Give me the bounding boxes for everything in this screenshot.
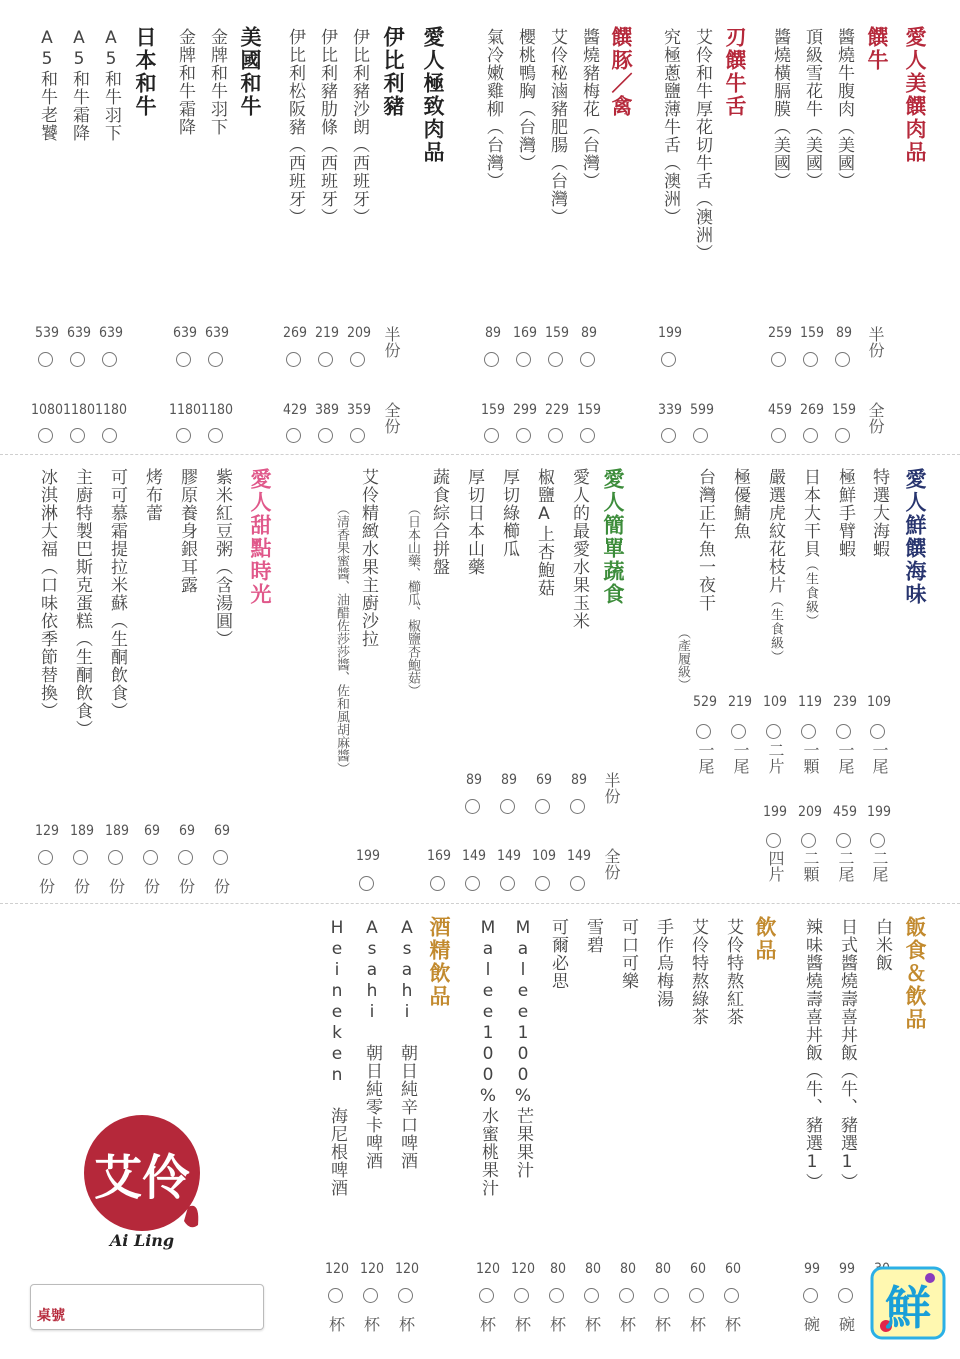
price: 120: [394, 1261, 420, 1277]
order-checkbox-full[interactable]: [70, 428, 85, 443]
table-number-label: 桌號: [37, 1308, 65, 1324]
unit-label: 份: [178, 877, 195, 896]
order-checkbox[interactable]: [731, 724, 746, 739]
order-checkbox[interactable]: [654, 1288, 669, 1303]
price: 60: [689, 1261, 707, 1277]
price: 120: [359, 1261, 385, 1277]
menu-item-name: 日本大干貝（生食級）: [800, 468, 820, 628]
dessert-section-title: 愛人甜點時光: [248, 468, 272, 606]
menu-item-name: 艾伶精緻水果主廚沙拉: [358, 468, 378, 648]
beef-section-title: 愛人美饌肉品: [903, 26, 927, 164]
menu-item-name: Heineken 海尼根啤酒: [327, 918, 347, 1197]
menu-item-name: 究極蔥鹽薄牛舌（澳洲）: [660, 28, 680, 226]
price-full: 159: [576, 402, 602, 418]
tongue-subtitle: 刃饌牛舌: [723, 26, 747, 118]
price-full: 149: [566, 848, 592, 864]
order-checkbox-full[interactable]: [286, 428, 301, 443]
order-checkbox[interactable]: [870, 833, 885, 848]
full-portion-label: 全份: [382, 402, 401, 434]
order-checkbox-half[interactable]: [803, 352, 818, 367]
price-half: 639: [172, 325, 198, 341]
full-portion-label: 全份: [866, 402, 885, 434]
order-checkbox-half[interactable]: [835, 352, 850, 367]
unit-label: 碗: [803, 1315, 820, 1334]
price: 129: [34, 823, 60, 839]
price: 459: [832, 804, 858, 820]
price: 120: [510, 1261, 536, 1277]
menu-item-name: 厚切日本山藥: [464, 468, 484, 576]
menu-item-name: 金牌和牛羽下: [207, 28, 227, 136]
menu-item-name: 嚴選虎紋花枝片（生食級）: [765, 468, 785, 664]
unit-label: 一尾: [870, 742, 889, 774]
price-half: 89: [570, 772, 588, 788]
menu-item-name: A5和牛霜降: [69, 28, 89, 142]
order-checkbox-full[interactable]: [102, 428, 117, 443]
unit-label: 杯: [654, 1315, 671, 1334]
order-checkbox[interactable]: [836, 833, 851, 848]
order-checkbox-half[interactable]: [465, 799, 480, 814]
menu-item-name: 伊比利豬沙朗（西班牙）: [349, 28, 369, 226]
menu-item-name: A5和牛老饕: [37, 28, 57, 142]
order-checkbox-full[interactable]: [803, 428, 818, 443]
unit-label: 二顆: [801, 850, 820, 882]
menu-item-name: 烤布蕾: [142, 468, 162, 522]
menu-item-name: A5和牛羽下: [101, 28, 121, 142]
unit-label: 二尾: [870, 850, 889, 882]
order-checkbox[interactable]: [801, 724, 816, 739]
order-checkbox[interactable]: [696, 724, 711, 739]
order-checkbox[interactable]: [108, 850, 123, 865]
price-half: 209: [346, 325, 372, 341]
price-full: 149: [461, 848, 487, 864]
unit-label: 一顆: [801, 742, 820, 774]
order-checkbox-full[interactable]: [484, 428, 499, 443]
order-checkbox[interactable]: [836, 724, 851, 739]
unit-label: 四片: [766, 850, 785, 882]
price: 199: [866, 804, 892, 820]
menu-item-name: 醬燒橫膈膜（美國）: [770, 28, 790, 190]
menu-item-name: 辣味醬燒壽喜丼飯（牛、豬選1）: [802, 918, 822, 1191]
full-portion-label: 全份: [602, 848, 621, 880]
rice-section-title: 飯食＆飲品: [903, 916, 927, 1031]
price: 199: [762, 804, 788, 820]
order-checkbox-full[interactable]: [548, 428, 563, 443]
order-checkbox[interactable]: [363, 1288, 378, 1303]
alcohol-section-title: 酒精飲品: [427, 916, 451, 1008]
price: 80: [584, 1261, 602, 1277]
menu-item-note: （產履級）: [675, 626, 690, 691]
price-half: 199: [657, 325, 683, 341]
price-full: 109: [531, 848, 557, 864]
menu-item-name: 紫米紅豆粥（含湯圓）: [212, 468, 232, 648]
half-portion-label: 半份: [602, 772, 621, 804]
order-checkbox[interactable]: [359, 876, 374, 891]
order-checkbox[interactable]: [73, 850, 88, 865]
price: 80: [549, 1261, 567, 1277]
order-checkbox[interactable]: [724, 1288, 739, 1303]
order-checkbox[interactable]: [584, 1288, 599, 1303]
price-full: 269: [799, 402, 825, 418]
unit-label: 二尾: [836, 850, 855, 882]
price: 69: [143, 823, 161, 839]
unit-label: 一尾: [696, 742, 715, 774]
order-checkbox-half[interactable]: [484, 352, 499, 367]
half-portion-label: 半份: [382, 326, 401, 358]
menu-item-name: 可可慕霜提拉米蘇（生酮飲食）: [107, 468, 127, 720]
menu-item-name: 膠原養身銀耳露: [177, 468, 197, 594]
menu-item-name: 特選大海蝦: [869, 468, 889, 558]
unit-label: 杯: [549, 1315, 566, 1334]
menu-item-name: 伊比利松阪豬（西班牙）: [285, 28, 305, 226]
table-number-field[interactable]: [30, 1284, 264, 1330]
order-checkbox-full[interactable]: [430, 876, 445, 891]
menu-item-name: 可口可樂: [618, 918, 638, 990]
unit-label: 碗: [838, 1315, 855, 1334]
order-checkbox-half[interactable]: [500, 799, 515, 814]
order-checkbox[interactable]: [766, 833, 781, 848]
menu-item-name: 艾伶秘滷豬肥腸（台灣）: [547, 28, 567, 226]
order-checkbox[interactable]: [801, 833, 816, 848]
price-full: 389: [314, 402, 340, 418]
us-wagyu-subtitle: 美國和牛: [238, 26, 262, 118]
unit-label: 份: [143, 877, 160, 896]
order-checkbox[interactable]: [178, 850, 193, 865]
pork-subtitle: 饌豚／禽: [609, 26, 633, 118]
order-checkbox-full[interactable]: [693, 428, 708, 443]
unit-label: 杯: [398, 1315, 415, 1334]
jp-wagyu-subtitle: 日本和牛: [133, 26, 157, 118]
menu-item-note: （日本山藥、櫛瓜、椒鹽杏鮑菇）: [405, 502, 420, 697]
price: 69: [178, 823, 196, 839]
unit-label: 一尾: [731, 742, 750, 774]
price: 60: [724, 1261, 742, 1277]
order-checkbox-half[interactable]: [580, 352, 595, 367]
price-half: 89: [500, 772, 518, 788]
price-half: 269: [282, 325, 308, 341]
order-checkbox-full[interactable]: [535, 876, 550, 891]
section-divider: [0, 903, 960, 904]
logo-subtext: Ai Ling: [109, 1231, 175, 1250]
order-checkbox-half[interactable]: [70, 352, 85, 367]
seafood-section-title: 愛人鮮饌海味: [903, 468, 927, 606]
menu-item-name: 伊比利豬肋條（西班牙）: [317, 28, 337, 226]
order-checkbox[interactable]: [479, 1288, 494, 1303]
price-full: 359: [346, 402, 372, 418]
price-full: 169: [426, 848, 452, 864]
price: 120: [324, 1261, 350, 1277]
unit-label: 份: [108, 877, 125, 896]
section-divider: [0, 454, 960, 455]
price-half: 639: [204, 325, 230, 341]
price-full: 159: [480, 402, 506, 418]
fresh-badge-icon: [868, 1262, 948, 1342]
price-full: 459: [767, 402, 793, 418]
order-checkbox-half[interactable]: [771, 352, 786, 367]
order-checkbox-full[interactable]: [176, 428, 191, 443]
menu-item-note: （清香果蜜醬、油醋佐莎莎醬、佐和風胡麻醬）: [334, 502, 349, 775]
menu-item-name: 氣冷嫩雞柳（台灣）: [483, 28, 503, 190]
price-half: 639: [98, 325, 124, 341]
order-checkbox-half[interactable]: [661, 352, 676, 367]
menu-item-name: Asahi 朝日純零卡啤酒: [362, 918, 382, 1170]
order-checkbox-half[interactable]: [38, 352, 53, 367]
price-half: 89: [580, 325, 598, 341]
price: 119: [797, 694, 823, 710]
order-checkbox[interactable]: [549, 1288, 564, 1303]
fresh-badge-text: 鮮: [885, 1281, 931, 1335]
price: 69: [213, 823, 231, 839]
price: 189: [104, 823, 130, 839]
menu-item-name: 愛人的最愛水果玉米: [569, 468, 589, 630]
order-checkbox-half[interactable]: [318, 352, 333, 367]
order-checkbox[interactable]: [398, 1288, 413, 1303]
order-checkbox-full[interactable]: [208, 428, 223, 443]
price-full: 429: [282, 402, 308, 418]
order-checkbox-full[interactable]: [570, 876, 585, 891]
order-checkbox-full[interactable]: [500, 876, 515, 891]
order-checkbox-full[interactable]: [580, 428, 595, 443]
order-checkbox-half[interactable]: [516, 352, 531, 367]
menu-item-name: 艾伶特熬紅茶: [723, 918, 743, 1026]
order-checkbox[interactable]: [870, 724, 885, 739]
order-checkbox[interactable]: [619, 1288, 634, 1303]
price-half: 159: [544, 325, 570, 341]
price: 80: [654, 1261, 672, 1277]
order-checkbox-full[interactable]: [350, 428, 365, 443]
order-checkbox[interactable]: [143, 850, 158, 865]
unit-label: 杯: [584, 1315, 601, 1334]
order-checkbox-half[interactable]: [570, 799, 585, 814]
price-half: 69: [535, 772, 553, 788]
price: 239: [832, 694, 858, 710]
menu-item-name: 頂級雪花牛（美國）: [802, 28, 822, 190]
unit-label: 杯: [619, 1315, 636, 1334]
price-half: 539: [34, 325, 60, 341]
unit-label: 一尾: [836, 742, 855, 774]
price-full: 1180: [168, 402, 202, 418]
unit-label: 杯: [479, 1315, 496, 1334]
unit-label: 杯: [724, 1315, 741, 1334]
price: 529: [692, 694, 718, 710]
order-checkbox-half[interactable]: [350, 352, 365, 367]
menu-item-name: Malee100%水蜜桃果汁: [478, 918, 498, 1197]
menu-item-name: 日式醬燒壽喜丼飯（牛、豬選1）: [837, 918, 857, 1191]
menu-item-name: 醬燒豬梅花（台灣）: [579, 28, 599, 190]
menu-item-name: 手作烏梅湯: [653, 918, 673, 1008]
price: 199: [355, 848, 381, 864]
order-checkbox[interactable]: [766, 724, 781, 739]
order-checkbox-full[interactable]: [835, 428, 850, 443]
price-full: 149: [496, 848, 522, 864]
price-full: 159: [831, 402, 857, 418]
price-full: 339: [657, 402, 683, 418]
order-checkbox-half[interactable]: [548, 352, 563, 367]
order-checkbox-half[interactable]: [286, 352, 301, 367]
order-checkbox-full[interactable]: [465, 876, 480, 891]
premium-section-title: 愛人極致肉品: [421, 26, 445, 164]
unit-label: 份: [213, 877, 230, 896]
price-full: 599: [689, 402, 715, 418]
menu-item-name: Asahi 朝日純辛口啤酒: [397, 918, 417, 1170]
order-checkbox-half[interactable]: [208, 352, 223, 367]
menu-item-name: 極優鯖魚: [730, 468, 750, 540]
price-half: 159: [799, 325, 825, 341]
menu-item-name: 台灣正午魚一夜干: [695, 468, 715, 612]
menu-item-name: Malee100%芒果果汁: [513, 918, 533, 1179]
menu-item-name: 主廚特製巴斯克蛋糕（生酮飲食）: [72, 468, 92, 738]
price-half: 169: [512, 325, 538, 341]
price-full: 1180: [200, 402, 234, 418]
order-checkbox[interactable]: [328, 1288, 343, 1303]
menu-item-name: 可爾必思: [548, 918, 568, 990]
price-full: 1180: [62, 402, 96, 418]
price: 99: [838, 1261, 856, 1277]
menu-item-name: 櫻桃鴨胸（台灣）: [515, 28, 535, 172]
menu-item-name: 椒鹽A上杏鮑菇: [534, 468, 554, 597]
order-checkbox[interactable]: [38, 850, 53, 865]
menu-item-name: 蔬食綜合拼盤: [429, 468, 449, 576]
price: 120: [475, 1261, 501, 1277]
menu-item-name: 極鮮手臂蝦: [835, 468, 855, 558]
price-half: 639: [66, 325, 92, 341]
unit-label: 杯: [514, 1315, 531, 1334]
order-checkbox-half[interactable]: [102, 352, 117, 367]
price-full: 229: [544, 402, 570, 418]
menu-item-name: 金牌和牛霜降: [175, 28, 195, 136]
menu-item-name: 白米飯: [872, 918, 892, 972]
order-checkbox[interactable]: [838, 1288, 853, 1303]
price-half: 219: [314, 325, 340, 341]
price-half: 259: [767, 325, 793, 341]
order-checkbox[interactable]: [689, 1288, 704, 1303]
unit-label: 二片: [766, 742, 785, 774]
menu-item-name: 醬燒牛腹肉（美國）: [834, 28, 854, 190]
unit-label: 杯: [689, 1315, 706, 1334]
niu-subtitle: 饌牛: [865, 26, 889, 72]
unit-label: 份: [38, 877, 55, 896]
order-checkbox[interactable]: [803, 1288, 818, 1303]
order-checkbox-full[interactable]: [318, 428, 333, 443]
unit-label: 份: [73, 877, 90, 896]
price-full: 1180: [94, 402, 128, 418]
menu-item-name: 艾伶和牛厚花切牛舌（澳洲）: [692, 28, 712, 262]
menu-item-name: 雪碧: [583, 918, 603, 954]
logo-text: 艾伶: [93, 1150, 190, 1206]
order-checkbox-full[interactable]: [516, 428, 531, 443]
price-full: 1080: [30, 402, 64, 418]
order-checkbox-full[interactable]: [771, 428, 786, 443]
price-half: 89: [484, 325, 502, 341]
unit-label: 杯: [328, 1315, 345, 1334]
unit-label: 杯: [363, 1315, 380, 1334]
order-checkbox-half[interactable]: [535, 799, 550, 814]
price: 189: [69, 823, 95, 839]
price-full: 299: [512, 402, 538, 418]
price: 99: [803, 1261, 821, 1277]
price-half: 89: [465, 772, 483, 788]
veg-section-title: 愛人簡單蔬食: [601, 468, 625, 606]
drinks-section-title: 飲品: [753, 916, 777, 962]
price: 209: [797, 804, 823, 820]
price: 109: [762, 694, 788, 710]
iberico-subtitle: 伊比利豬: [381, 26, 405, 118]
menu-item-name: 艾伶特熬綠茶: [688, 918, 708, 1026]
order-checkbox-half[interactable]: [176, 352, 191, 367]
ailing-logo: [80, 1115, 210, 1250]
price-half: 89: [835, 325, 853, 341]
order-checkbox-full[interactable]: [38, 428, 53, 443]
price: 219: [727, 694, 753, 710]
half-portion-label: 半份: [866, 326, 885, 358]
order-checkbox-full[interactable]: [661, 428, 676, 443]
price: 109: [866, 694, 892, 710]
order-checkbox[interactable]: [514, 1288, 529, 1303]
order-checkbox[interactable]: [213, 850, 228, 865]
price: 80: [619, 1261, 637, 1277]
menu-item-name: 冰淇淋大福（口味依季節替換）: [37, 468, 57, 720]
menu-item-name: 厚切綠櫛瓜: [499, 468, 519, 558]
